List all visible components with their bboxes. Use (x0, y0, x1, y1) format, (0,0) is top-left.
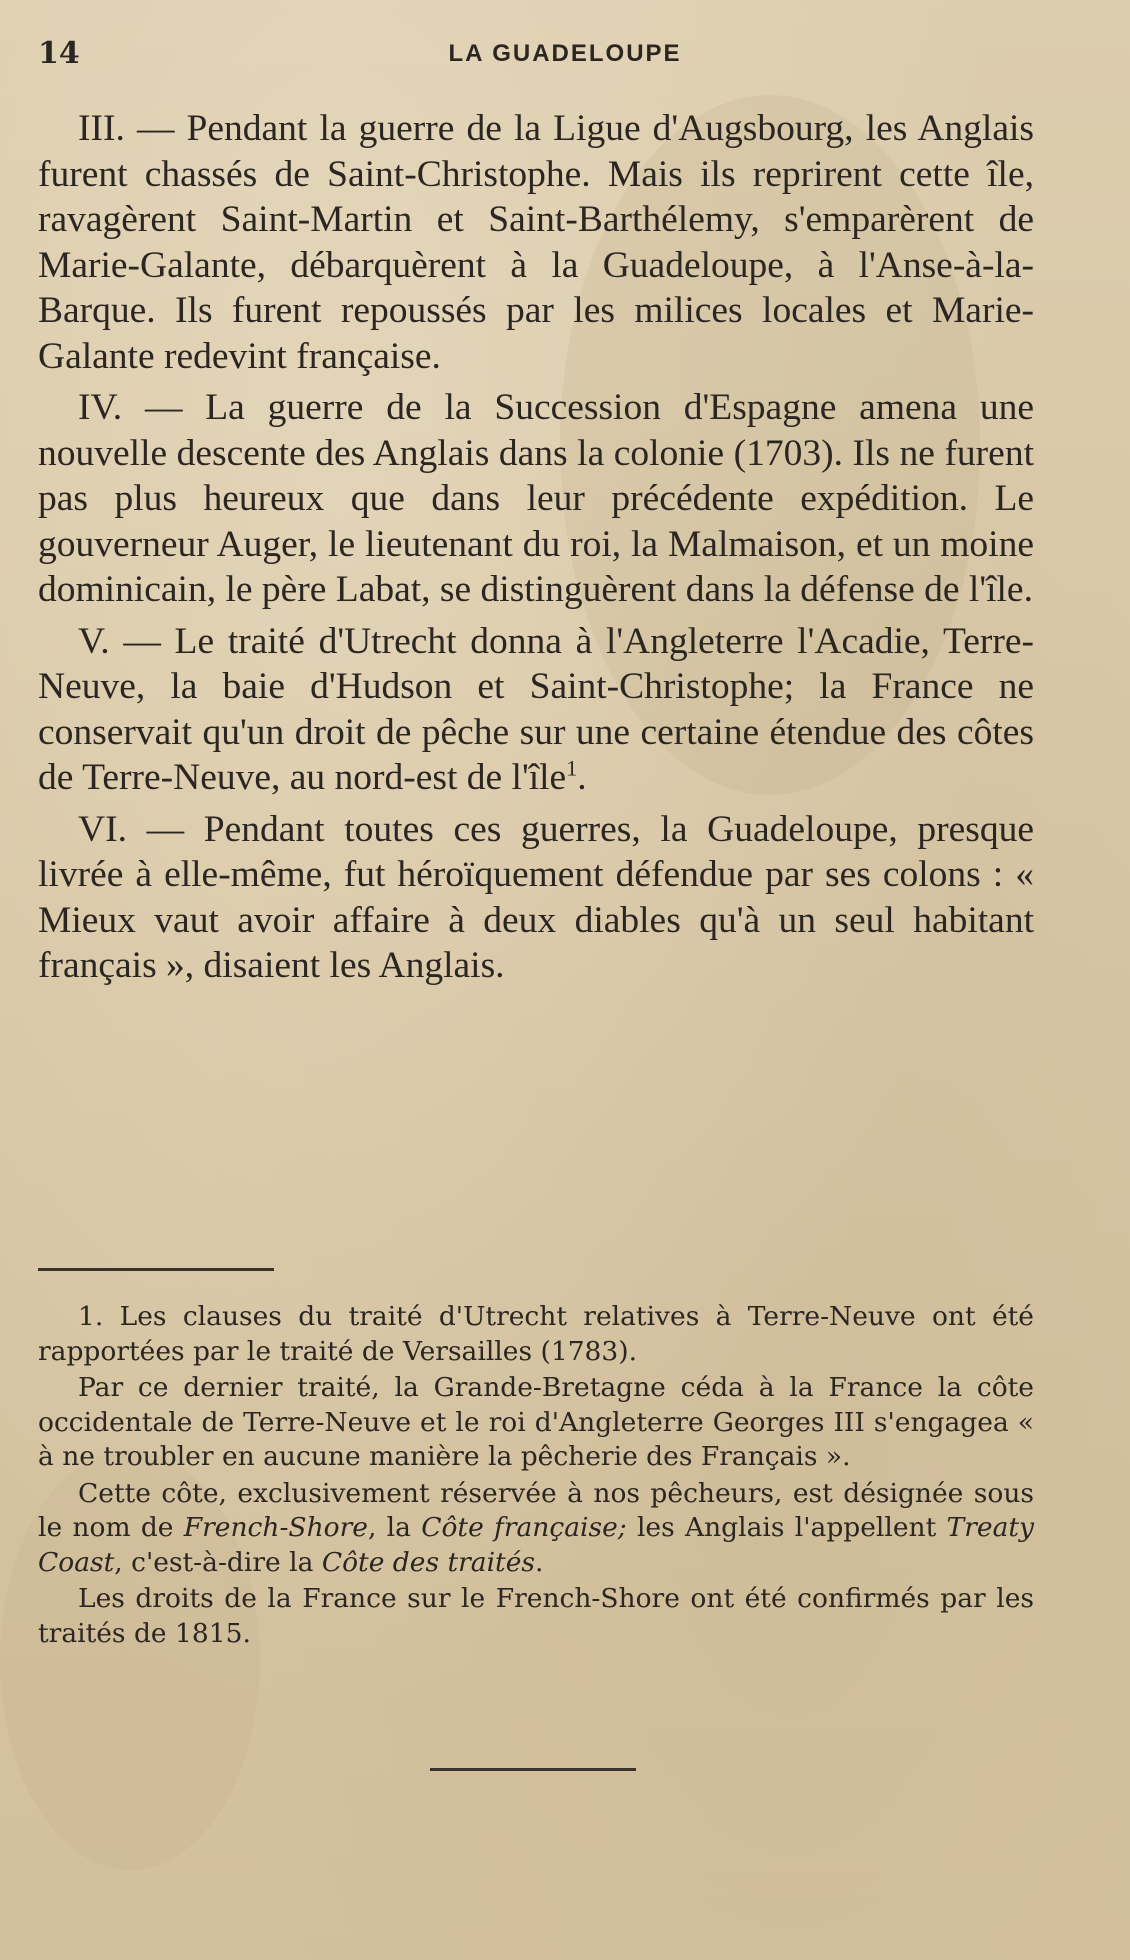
paragraph-vi (38, 807, 1034, 989)
paragraph-text: — Pendant la guerre de la Ligue d'Augsbourg, les Anglais furent chassés de Saint-Christophe. Mais ils reprirent cette île, ravagèrent Saint-Martin et Saint-Barthélemy, s'emparèrent de Marie-Galante, débarquèrent à la Guadeloupe, à l'Anse-à-la-Barque. Ils furent repoussés par les milices locales et Marie-Galante redevint française. (38, 108, 1034, 377)
paragraph-text: — La guerre de la Succession d'Espagne amena une nouvelle descente des Anglais dans la colonie (1703). Ils ne furent pas plus heureux que dans leur précédente expédition. Le gouverneur Auger, le lieutenant du roi, la Malmaison, et un moine dominicain, le père Labat, se distinguèrent dans la défense de l'île. (38, 387, 1034, 610)
section-numeral: V. (78, 620, 110, 662)
footnote-divider (38, 1268, 274, 1271)
body-text (38, 106, 1034, 989)
term-cote-des-traites: Côte des traités (321, 1546, 535, 1578)
term-treaty-coast: Treaty Coast (38, 1512, 1034, 1578)
section-numeral: IV. (78, 387, 123, 428)
term-french-shore: French-Shore (183, 1512, 368, 1543)
paragraph-text: — Pendant toutes ces guerres, la Guadeloupe, presque livrée à elle-même, fut héroïquement défendue par ses colons : « Mieux vaut avoir affaire à deux diables qu'à un seul habitant français », disaient les Anglais. (38, 808, 1034, 986)
paragraph-iv (38, 385, 1034, 613)
section-numeral: III. (78, 108, 125, 149)
term-cote-francaise: Côte française; (421, 1512, 627, 1543)
footnotes (38, 1300, 1034, 1651)
page-number: 14 (38, 36, 80, 71)
footnote-text: Cette côte, exclusivement réservée à nos pêcheurs, est désignée sous le nom de (38, 1477, 1034, 1543)
paragraph-text-end: . (577, 757, 587, 798)
footnote-1: 1. Les clauses du traité d'Utrecht relatives à Terre-Neuve ont été rapportées par le traité de Versailles (1783). (38, 1301, 1034, 1367)
end-divider (430, 1768, 636, 1771)
footnote-text: . (535, 1546, 544, 1578)
footnote-1-confirmation: Les droits de la France sur le French-Shore ont été confirmés par les traités de 1815. (38, 1583, 1034, 1649)
paragraph-iii (38, 106, 1034, 379)
running-head: LA GUADELOUPE (448, 40, 682, 67)
footnote-reference[interactable]: 1 (566, 755, 578, 781)
section-numeral: VI. (78, 808, 127, 850)
footnote-1-french-shore (38, 1477, 1034, 1581)
footnote-text: , la (367, 1512, 422, 1543)
footnote-text: , c'est-à-dire la (114, 1546, 322, 1578)
footnote-1-continued: Par ce dernier traité, la Grande-Bretagne céda à la France la côte occidentale de Terre-Neuve et le roi d'Angleterre Georges III s'engagea « à ne troubler en aucune manière la pêcherie des Français ». (38, 1372, 1034, 1472)
paragraph-v (38, 619, 1034, 801)
footnote-text: les Anglais l'appellent (626, 1512, 947, 1543)
paragraph-text: — Le traité d'Utrecht donna à l'Angleterre l'Acadie, Terre-Neuve, la baie d'Hudson et Saint-Christophe; la France ne conservait qu'un droit de pêche sur une certaine étendue des côtes de Terre-Neuve, au nord-est de l'île (38, 620, 1034, 798)
